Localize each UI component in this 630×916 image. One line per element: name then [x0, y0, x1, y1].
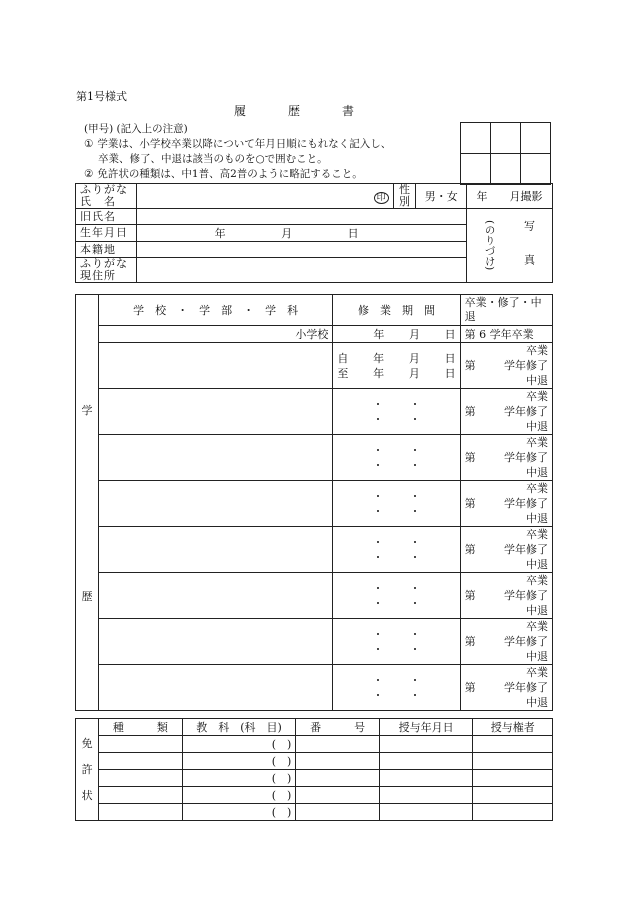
notes-heading: (甲号) (記入上の注意): [84, 123, 188, 135]
school-field[interactable]: [98, 527, 332, 573]
kind-field[interactable]: [99, 787, 183, 804]
header-period: 修 業 期 間: [333, 295, 460, 326]
elementary-result: 第 6 学年卒業: [460, 326, 552, 343]
number-field[interactable]: [296, 736, 380, 753]
license-row: [76, 787, 553, 804]
period-field[interactable]: 自 年 月 日 至 年 月 日: [333, 343, 460, 389]
subject-field[interactable]: ( ): [182, 753, 296, 770]
photo-note: (のりづけ): [483, 220, 496, 271]
kind-field[interactable]: [99, 736, 183, 753]
address-field[interactable]: [136, 258, 466, 283]
number-field[interactable]: [296, 753, 380, 770]
education-row: [76, 527, 553, 573]
result-field[interactable]: 卒業 第 学年修了 中退: [460, 527, 552, 573]
former-name-label: 旧氏名: [76, 209, 137, 225]
photo-date: 年 月撮影: [467, 184, 553, 209]
license-table: [75, 718, 553, 821]
header-school: 学 校 ・ 学 部 ・ 学 科: [98, 295, 332, 326]
period-field[interactable]: ・ ・ ・ ・: [333, 527, 460, 573]
authority-field[interactable]: [473, 753, 553, 770]
sex-options[interactable]: 男・女: [416, 184, 467, 209]
honseki-label: 本籍地: [76, 242, 137, 258]
header-date: 授与年月日: [379, 719, 473, 736]
header-result: 卒業・修了・中退: [460, 295, 552, 326]
license-row: [76, 770, 553, 787]
date-field[interactable]: [379, 804, 473, 821]
subject-field[interactable]: ( ): [182, 770, 296, 787]
personal-table: [75, 183, 553, 283]
school-field[interactable]: [98, 573, 332, 619]
stamp-grid: [460, 122, 551, 185]
education-row: [76, 389, 553, 435]
birth-label: 生年月日: [76, 225, 137, 242]
result-field[interactable]: 卒業 第 学年修了 中退: [460, 435, 552, 481]
authority-field[interactable]: [473, 736, 553, 753]
subject-field[interactable]: ( ): [182, 787, 296, 804]
license-side-label: 免 許 状: [76, 719, 99, 821]
period-field[interactable]: ・ ・ ・ ・: [333, 389, 460, 435]
period-field[interactable]: ・ ・ ・ ・: [333, 481, 460, 527]
education-row: [76, 435, 553, 481]
kind-field[interactable]: [99, 804, 183, 821]
education-table: [75, 294, 553, 711]
school-field[interactable]: [98, 481, 332, 527]
sex-label: 性別: [393, 184, 416, 209]
page-title: 履歴書: [233, 104, 396, 118]
form-number: 第1号様式: [76, 90, 127, 103]
header-kind: 種 類: [99, 719, 183, 736]
note-2: ② 免許状の種類は、中1普、高2普のように略記すること。: [84, 168, 363, 180]
authority-field[interactable]: [473, 770, 553, 787]
header-subject: 教 科 (科 目): [182, 719, 296, 736]
license-row: [76, 804, 553, 821]
birth-field[interactable]: 年 月 日: [136, 225, 466, 242]
school-field[interactable]: [98, 665, 332, 711]
kind-field[interactable]: [99, 770, 183, 787]
result-field[interactable]: 卒業 第 学年修了 中退: [460, 343, 552, 389]
seal-mark: 印: [374, 192, 389, 204]
subject-field[interactable]: ( ): [182, 736, 296, 753]
period-field[interactable]: ・ ・ ・ ・: [333, 573, 460, 619]
note-1: ① 学業は、小学校卒業以降について年月日順にもれなく記入し、: [84, 138, 392, 150]
result-field[interactable]: 卒業 第 学年修了 中退: [460, 619, 552, 665]
education-row: [76, 665, 553, 711]
number-field[interactable]: [296, 787, 380, 804]
date-field[interactable]: [379, 770, 473, 787]
period-field[interactable]: ・ ・ ・ ・: [333, 435, 460, 481]
result-field[interactable]: 卒業 第 学年修了 中退: [460, 573, 552, 619]
note-1-cont: 卒業、修了、中退は該当のものを○で囲むこと。: [98, 153, 328, 165]
address-label: ふりがな 現住所: [76, 258, 137, 283]
photo-label: 写 真: [522, 220, 536, 271]
education-side-label: 学 歴: [76, 295, 99, 711]
school-field[interactable]: [98, 343, 332, 389]
name-label: ふりがな 氏 名: [76, 184, 137, 209]
date-field[interactable]: [379, 787, 473, 804]
elementary-date[interactable]: 年 月 日: [333, 326, 460, 343]
honseki-field[interactable]: [136, 242, 466, 258]
education-row: [76, 481, 553, 527]
license-row: [76, 753, 553, 770]
result-field[interactable]: 卒業 第 学年修了 中退: [460, 665, 552, 711]
number-field[interactable]: [296, 804, 380, 821]
former-name-field[interactable]: [136, 209, 466, 225]
subject-field[interactable]: ( ): [182, 804, 296, 821]
number-field[interactable]: [296, 770, 380, 787]
school-field[interactable]: [98, 389, 332, 435]
photo-box: [467, 209, 553, 283]
authority-field[interactable]: [473, 804, 553, 821]
result-field[interactable]: 卒業 第 学年修了 中退: [460, 389, 552, 435]
name-field[interactable]: [136, 184, 393, 209]
result-field[interactable]: 卒業 第 学年修了 中退: [460, 481, 552, 527]
license-row: [76, 736, 553, 753]
period-field[interactable]: ・ ・ ・ ・: [333, 619, 460, 665]
period-field[interactable]: ・ ・ ・ ・: [333, 665, 460, 711]
header-number: 番 号: [296, 719, 380, 736]
education-row: [76, 573, 553, 619]
notes: [76, 122, 460, 182]
date-field[interactable]: [379, 753, 473, 770]
school-field[interactable]: [98, 435, 332, 481]
kind-field[interactable]: [99, 753, 183, 770]
school-field[interactable]: [98, 619, 332, 665]
header-authority: 授与権者: [473, 719, 553, 736]
authority-field[interactable]: [473, 787, 553, 804]
elementary-label: 小学校: [98, 326, 332, 343]
date-field[interactable]: [379, 736, 473, 753]
education-row: [76, 619, 553, 665]
